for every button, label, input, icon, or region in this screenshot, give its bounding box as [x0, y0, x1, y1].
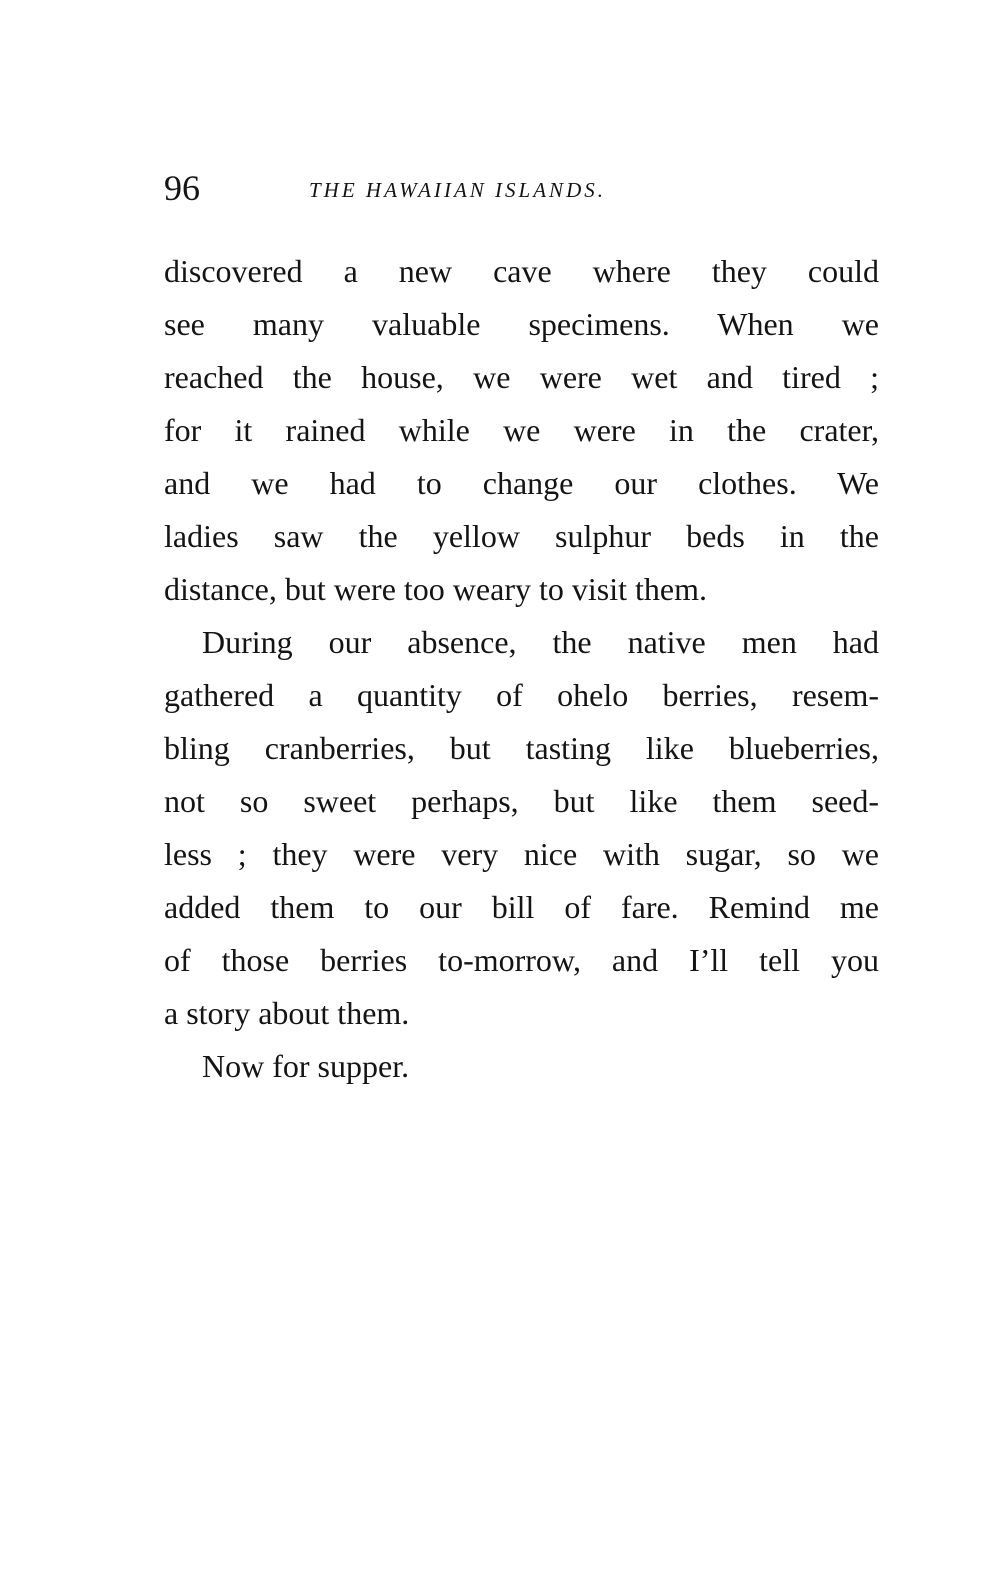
text-line: Now for supper. — [202, 1048, 410, 1084]
paragraph — [164, 616, 879, 1040]
body-text — [164, 245, 879, 1093]
text-line: not so sweet perhaps, but like them seed- — [164, 783, 879, 819]
text-line: less ; they were very nice with sugar, so we — [164, 836, 879, 872]
text-line: ladies saw the yellow sulphur beds in the — [164, 518, 879, 554]
text-line: see many valuable specimens. When we — [164, 306, 879, 342]
text-line: for it rained while we were in the crater, — [164, 412, 879, 448]
text-line: During our absence, the native men had — [202, 624, 879, 660]
text-line: gathered a quantity of ohelo berries, resem- — [164, 677, 879, 713]
text-line: and we had to change our clothes. We — [164, 465, 879, 501]
text-line: a story about them. — [164, 995, 410, 1031]
text-line: added them to our bill of fare. Remind me — [164, 889, 879, 925]
page-number: 96 — [164, 168, 200, 208]
text-line: discovered a new cave where they could — [164, 253, 879, 289]
paragraph — [164, 245, 879, 616]
paragraph — [164, 1040, 879, 1093]
text-line: of those berries to-morrow, and I’ll tell you — [164, 942, 879, 978]
text-line: distance, but were too weary to visit them. — [164, 571, 707, 607]
text-line: bling cranberries, but tasting like blueberries, — [164, 730, 879, 766]
text-line: reached the house, we were wet and tired ; — [164, 359, 879, 395]
running-head: THE HAWAIIAN ISLANDS. — [309, 178, 606, 202]
page-header — [164, 160, 879, 216]
